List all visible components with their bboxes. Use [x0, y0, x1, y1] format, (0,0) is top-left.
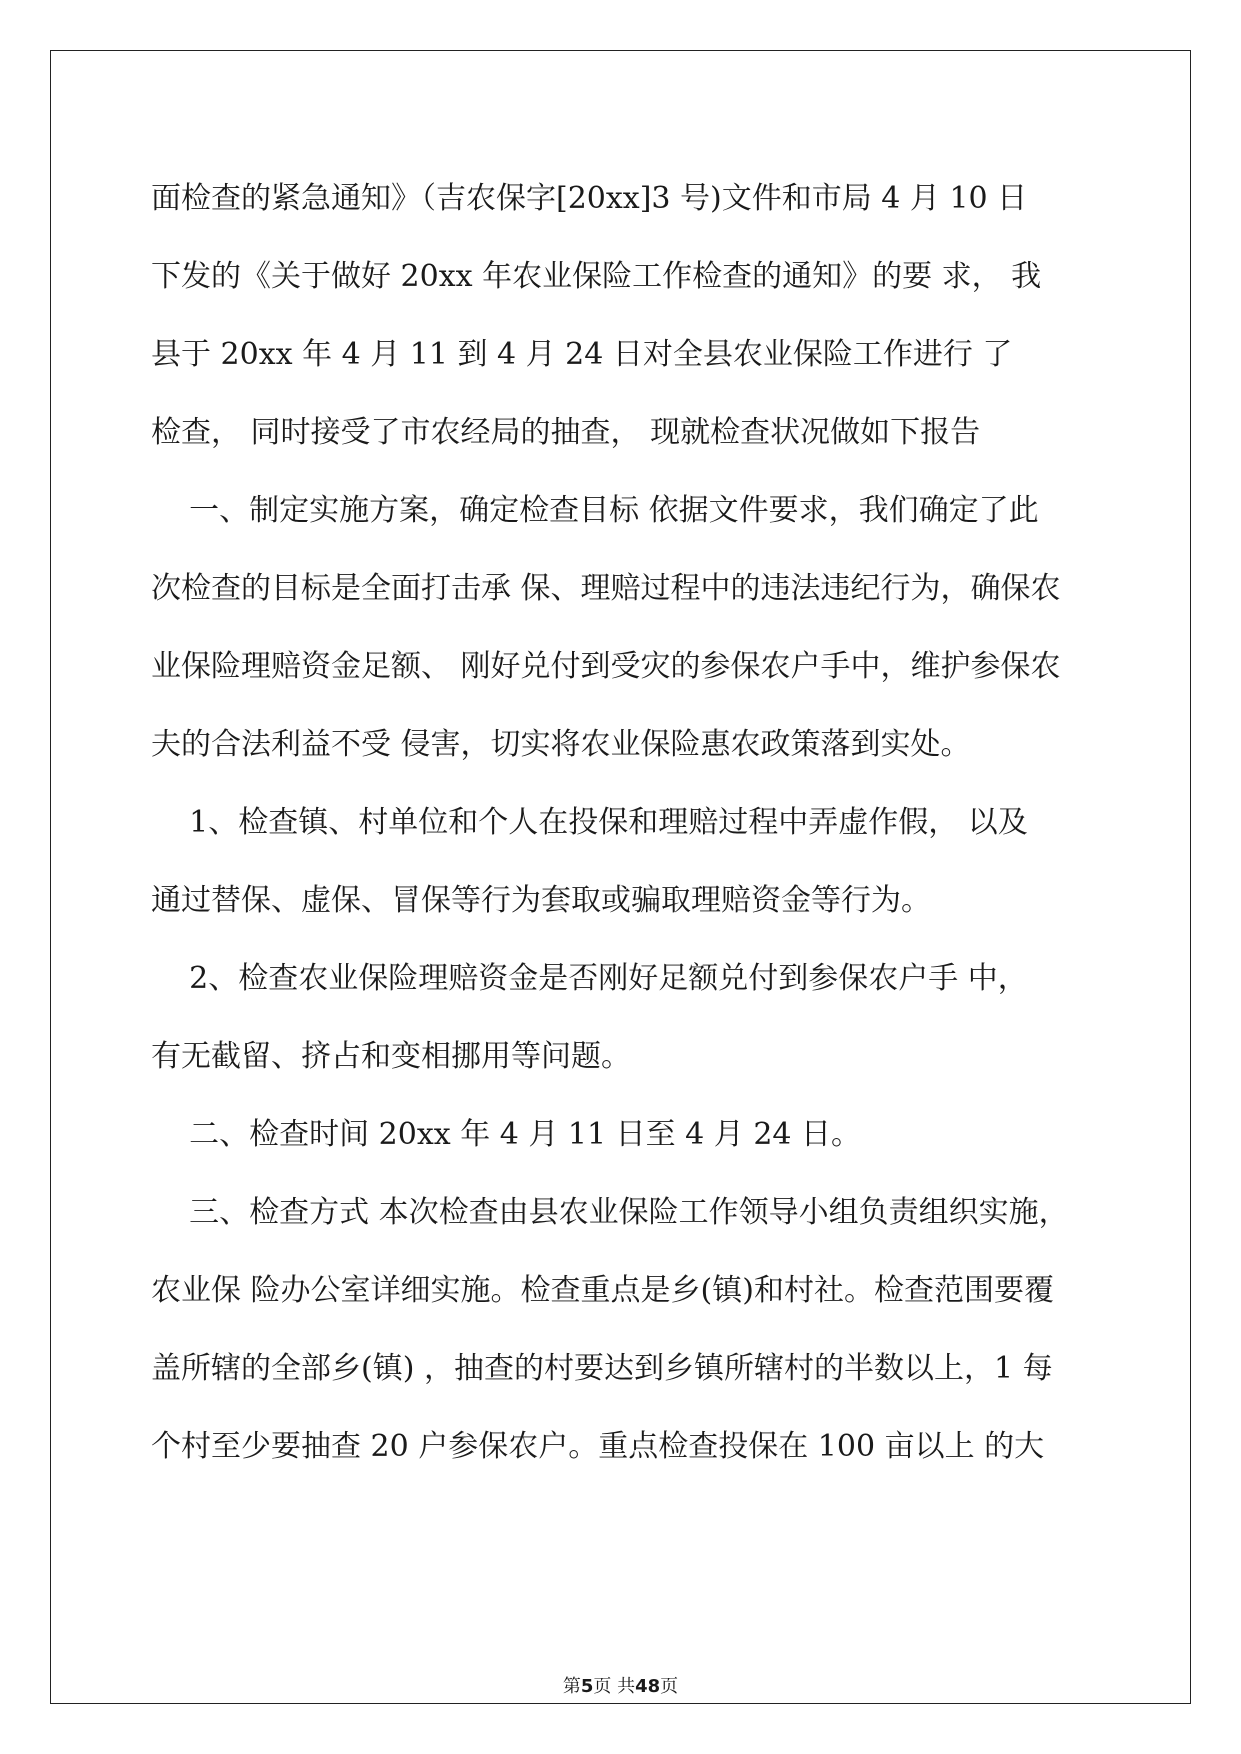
text-line: 三、检查方式 本次检查由县农业保险工作领导小组负责组织实施，: [151, 1195, 1069, 1230]
text-line: 检查， 同时接受了市农经局的抽查， 现就检查状况做如下报告: [151, 415, 981, 450]
text-line: 盖所辖的全部乡(镇) ，抽查的村要达到乡镇所辖村的半数以上，1 每: [151, 1351, 1053, 1386]
text-line: 通过替保、虚保、冒保等行为套取或骗取理赔资金等行为。: [151, 883, 931, 918]
text-line: 一、制定实施方案，确定检查目标 依据文件要求，我们确定了此: [151, 493, 1039, 528]
text-line: 县于 20xx 年 4 月 11 到 4 月 24 日对全县农业保险工作进行 了: [151, 337, 1013, 372]
total-page-count: 48: [635, 1676, 661, 1697]
footer-prefix: 第: [562, 1676, 581, 1697]
text-line: 面检查的紧急通知》（吉农保字[20xx]3 号)文件和市局 4 月 10 日: [151, 181, 1028, 216]
text-line: 农业保 险办公室详细实施。检查重点是乡(镇)和村社。检查范围要覆: [151, 1273, 1054, 1308]
footer-suffix: 页: [660, 1676, 679, 1697]
text-line: 2、检查农业保险理赔资金是否刚好足额兑付到参保农户手 中，: [151, 961, 1028, 996]
footer-mid: 页 共: [593, 1676, 636, 1697]
text-line: 下发的《关于做好 20xx 年农业保险工作检查的通知》的要 求， 我: [151, 259, 1042, 294]
document-body: [151, 160, 1091, 1486]
text-line: 1、检查镇、村单位和个人在投保和理赔过程中弄虚作假， 以及: [151, 805, 1028, 840]
text-line: 夫的合法利益不受 侵害，切实将农业保险惠农政策落到实处。: [151, 727, 971, 762]
text-line: 个村至少要抽查 20 户参保农户。重点检查投保在 100 亩以上 的大: [151, 1429, 1045, 1464]
page-footer: [0, 1672, 1241, 1698]
text-line: 有无截留、挤占和变相挪用等问题。: [151, 1039, 631, 1074]
current-page-number: 5: [580, 1676, 594, 1697]
text-line: 二、检查时间 20xx 年 4 月 11 日至 4 月 24 日。: [151, 1117, 862, 1152]
text-line: 次检查的目标是全面打击承 保、理赔过程中的违法违纪行为，确保农: [151, 571, 1061, 606]
text-line: 业保险理赔资金足额、 刚好兑付到受灾的参保农户手中，维护参保农: [151, 649, 1061, 684]
